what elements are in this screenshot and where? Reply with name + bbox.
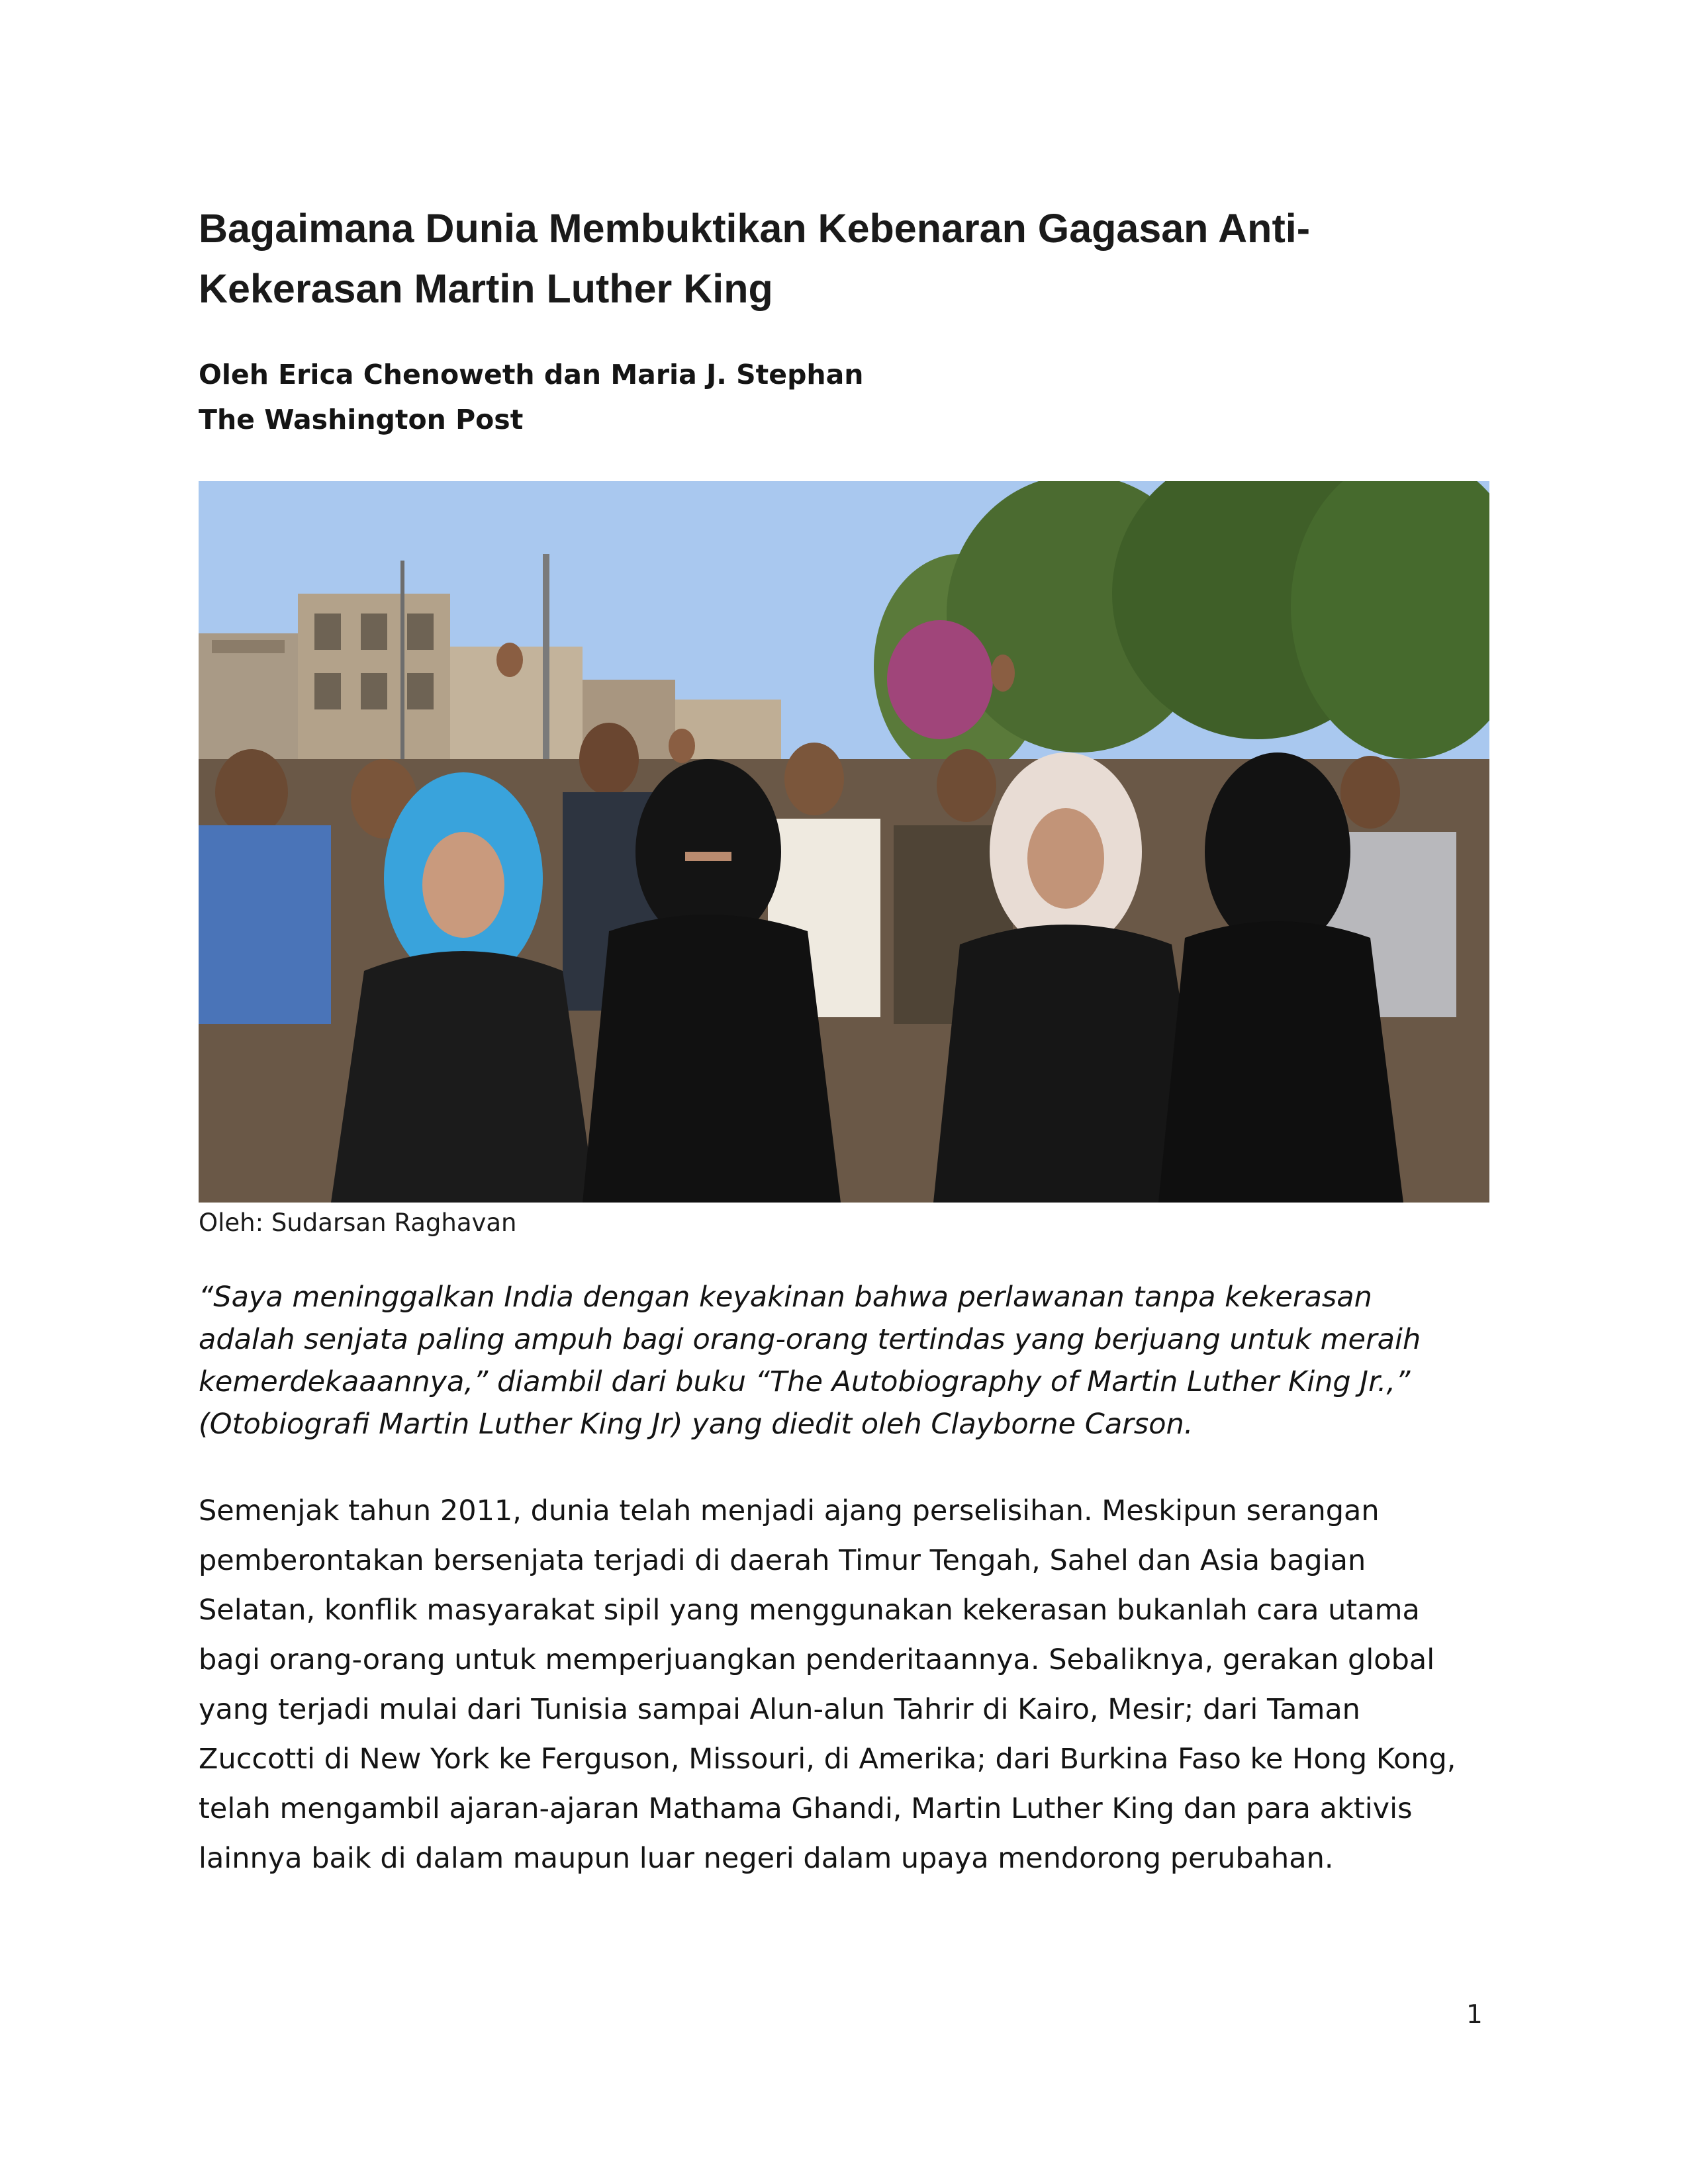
title-line: Bagaimana Dunia Membuktikan Kebenaran Gagasan Anti- bbox=[199, 206, 1311, 251]
protest-photo-illustration bbox=[199, 481, 1489, 1203]
photo-caption: Oleh: Sudarsan Raghavan bbox=[199, 1208, 517, 1237]
document-page bbox=[199, 0, 1489, 2184]
paragraph-line: pemberontakan bersenjata terjadi di daerah Timur Tengah, Sahel dan Asia bagian bbox=[199, 1544, 1366, 1577]
byline-publication: The Washington Post bbox=[199, 404, 524, 435]
paragraph-line: yang terjadi mulai dari Tunisia sampai Alun-alun Tahrir di Kairo, Mesir; dari Taman bbox=[199, 1693, 1360, 1726]
title-line: Kekerasan Martin Luther King bbox=[199, 266, 773, 311]
body-paragraph bbox=[199, 1486, 1496, 1884]
paragraph-line: telah mengambil ajaran-ajaran Mathama Ghandi, Martin Luther King dan para aktivis bbox=[199, 1792, 1413, 1825]
article-title bbox=[199, 199, 1496, 319]
paragraph-line: bagi orang-orang untuk memperjuangkan penderitaannya. Sebaliknya, gerakan global bbox=[199, 1643, 1435, 1676]
quote-line: adalah senjata paling ampuh bagi orang-orang tertindas yang berjuang untuk meraih bbox=[199, 1323, 1421, 1356]
paragraph-line: Semenjak tahun 2011, dunia telah menjadi ajang perselisihan. Meskipun serangan bbox=[199, 1494, 1380, 1527]
article-photo bbox=[199, 481, 1489, 1203]
opening-quote bbox=[199, 1276, 1496, 1445]
paragraph-line: lainnya baik di dalam maupun luar negeri dalam upaya mendorong perubahan. bbox=[199, 1842, 1334, 1875]
byline-authors: Oleh Erica Chenoweth dan Maria J. Stephan bbox=[199, 359, 864, 390]
paragraph-line: Zuccotti di New York ke Ferguson, Missouri, di Amerika; dari Burkina Faso ke Hong Kong, bbox=[199, 1743, 1456, 1776]
quote-line: (Otobiografi Martin Luther King Jr) yang diedit oleh Clayborne Carson. bbox=[199, 1408, 1194, 1441]
quote-line: “Saya meninggalkan India dengan keyakinan bahwa perlawanan tanpa kekerasan bbox=[199, 1281, 1372, 1314]
quote-line: kemerdekaaannya,” diambil dari buku “The Autobiography of Martin Luther King Jr.,” bbox=[199, 1365, 1411, 1398]
byline bbox=[199, 352, 863, 442]
page-number: 1 bbox=[1466, 2000, 1483, 2030]
paragraph-line: Selatan, konflik masyarakat sipil yang menggunakan kekerasan bukanlah cara utama bbox=[199, 1594, 1420, 1627]
